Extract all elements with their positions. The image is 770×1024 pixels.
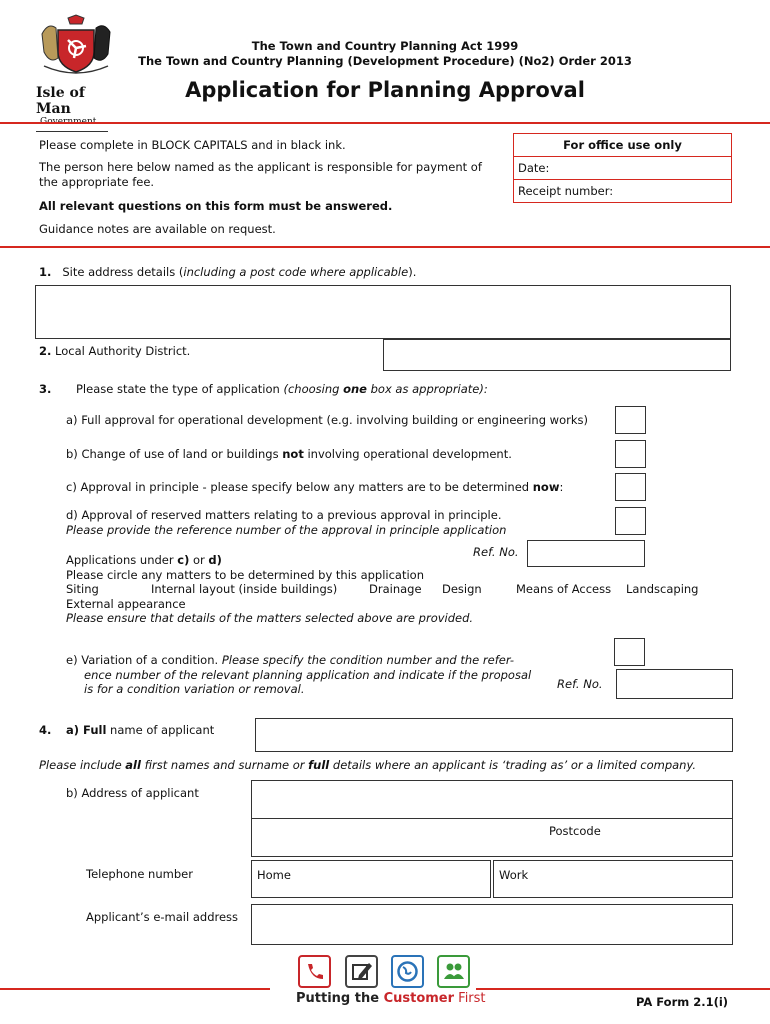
matter-drainage[interactable]: Drainage bbox=[369, 582, 422, 596]
header-divider bbox=[0, 122, 770, 124]
option-d-label: d) Approval of reserved matters relating to a previous approval in principle. bbox=[66, 508, 502, 522]
option-c-label: c) Approval in principle - please specify below any matters are to be determined now: bbox=[66, 480, 564, 494]
globe-icon bbox=[391, 955, 424, 988]
email-label: Applicant’s e-mail address bbox=[86, 910, 239, 924]
ref-no-input-d[interactable] bbox=[527, 540, 645, 567]
option-d-note: Please provide the reference number of the approval in principle application bbox=[66, 523, 507, 537]
q3-text-bold: one bbox=[343, 382, 367, 396]
q2-number: 2. bbox=[39, 344, 52, 358]
q3-text-italic-a: (choosing bbox=[283, 382, 344, 396]
matter-external-appearance[interactable]: External appearance bbox=[66, 597, 186, 611]
option-b-label: b) Change of use of land or buildings not involving operational development. bbox=[66, 447, 512, 461]
option-e-line2: ence number of the relevant planning application and indicate if the proposal bbox=[84, 668, 532, 682]
applicant-address-input[interactable] bbox=[251, 780, 733, 819]
q1-text-italic: including a post code where applicable bbox=[183, 265, 409, 279]
office-date-field[interactable]: Date: bbox=[514, 157, 731, 180]
q1-number: 1. bbox=[39, 265, 52, 279]
intro-line2: The person here below named as the applicant is responsible for payment of the appropriate fee. bbox=[39, 160, 482, 189]
option-d-checkbox[interactable] bbox=[615, 507, 646, 535]
q2-label bbox=[39, 344, 190, 358]
telephone-label: Telephone number bbox=[86, 867, 193, 881]
matter-design[interactable]: Design bbox=[442, 582, 482, 596]
option-e-checkbox[interactable] bbox=[614, 638, 645, 666]
postcode-label: Postcode bbox=[549, 824, 601, 838]
office-use-header: For office use only bbox=[514, 134, 731, 157]
q3-text: Please state the type of application bbox=[76, 382, 284, 396]
footer-rule-right bbox=[476, 988, 770, 990]
q4-note: Please include all first names and surname or full details where an applicant is ‘trading as’ or a limited company. bbox=[39, 758, 697, 772]
intro-divider bbox=[0, 246, 770, 248]
option-c-checkbox[interactable] bbox=[615, 473, 646, 501]
matter-internal-layout[interactable]: Internal layout (inside buildings) bbox=[151, 582, 338, 596]
ref-no-label-e: Ref. No. bbox=[557, 677, 603, 691]
option-a-label: a) Full approval for operational development (e.g. involving building or engineering works) bbox=[66, 413, 588, 427]
q1-text-end: ). bbox=[408, 265, 417, 279]
local-authority-input[interactable] bbox=[383, 339, 731, 371]
q1-text: Site address details ( bbox=[62, 265, 184, 279]
applicant-name-input[interactable] bbox=[255, 718, 733, 752]
logo-text: Isle of Man bbox=[36, 85, 85, 117]
cd-line2: Please circle any matters to be determined by this application bbox=[66, 568, 424, 582]
q3-text-italic-b: box as appropriate): bbox=[366, 382, 488, 396]
applicant-email-input[interactable] bbox=[251, 904, 733, 945]
option-a-checkbox[interactable] bbox=[615, 406, 646, 434]
ref-no-label-d: Ref. No. bbox=[473, 545, 519, 559]
option-b-checkbox[interactable] bbox=[615, 440, 646, 468]
cd-line1: Applications under c) or d) bbox=[66, 553, 222, 567]
q4a-label: a) Full name of applicant bbox=[66, 723, 215, 737]
q3-number: 3. bbox=[39, 382, 52, 396]
applicant-address-input-2[interactable] bbox=[251, 818, 733, 857]
q1-label bbox=[39, 265, 416, 279]
q3-label bbox=[76, 382, 488, 396]
telephone-home-input[interactable] bbox=[251, 860, 491, 898]
footer-slogan: Putting the Customer First bbox=[296, 991, 486, 1006]
matter-means-of-access[interactable]: Means of Access bbox=[516, 582, 612, 596]
footer-rule-left bbox=[0, 988, 270, 990]
home-label: Home bbox=[257, 868, 291, 882]
edit-icon bbox=[345, 955, 378, 988]
work-label: Work bbox=[499, 868, 529, 882]
page-title: Application for Planning Approval bbox=[185, 78, 585, 102]
option-e-label: e) Variation of a condition. Please specify the condition number and the refer- bbox=[66, 653, 515, 667]
matter-landscaping[interactable]: Landscaping bbox=[626, 582, 699, 596]
intro-line4: Guidance notes are available on request. bbox=[39, 222, 276, 236]
q2-text: Local Authority District. bbox=[55, 344, 191, 358]
q4b-label: b) Address of applicant bbox=[66, 786, 199, 800]
office-use-box bbox=[513, 133, 732, 203]
form-id: PA Form 2.1(i) bbox=[636, 995, 729, 1009]
office-receipt-field[interactable]: Receipt number: bbox=[518, 184, 614, 198]
act-title-line1: The Town and Country Planning Act 1999 bbox=[251, 39, 519, 53]
option-e-line3: is for a condition variation or removal. bbox=[84, 682, 305, 696]
ref-no-input-e[interactable] bbox=[616, 669, 733, 699]
intro-line3: All relevant questions on this form must be answered. bbox=[39, 199, 393, 213]
act-title-line2: The Town and Country Planning (Development Procedure) (No2) Order 2013 bbox=[138, 54, 632, 68]
phone-icon bbox=[298, 955, 331, 988]
intro-line1: Please complete in BLOCK CAPITALS and in black ink. bbox=[39, 138, 346, 152]
matter-siting[interactable]: Siting bbox=[66, 582, 99, 596]
q4-number: 4. bbox=[39, 723, 52, 737]
ensure-note: Please ensure that details of the matters selected above are provided. bbox=[66, 611, 474, 625]
people-icon bbox=[437, 955, 470, 988]
site-address-input[interactable] bbox=[35, 285, 731, 339]
telephone-work-input[interactable] bbox=[493, 860, 733, 898]
